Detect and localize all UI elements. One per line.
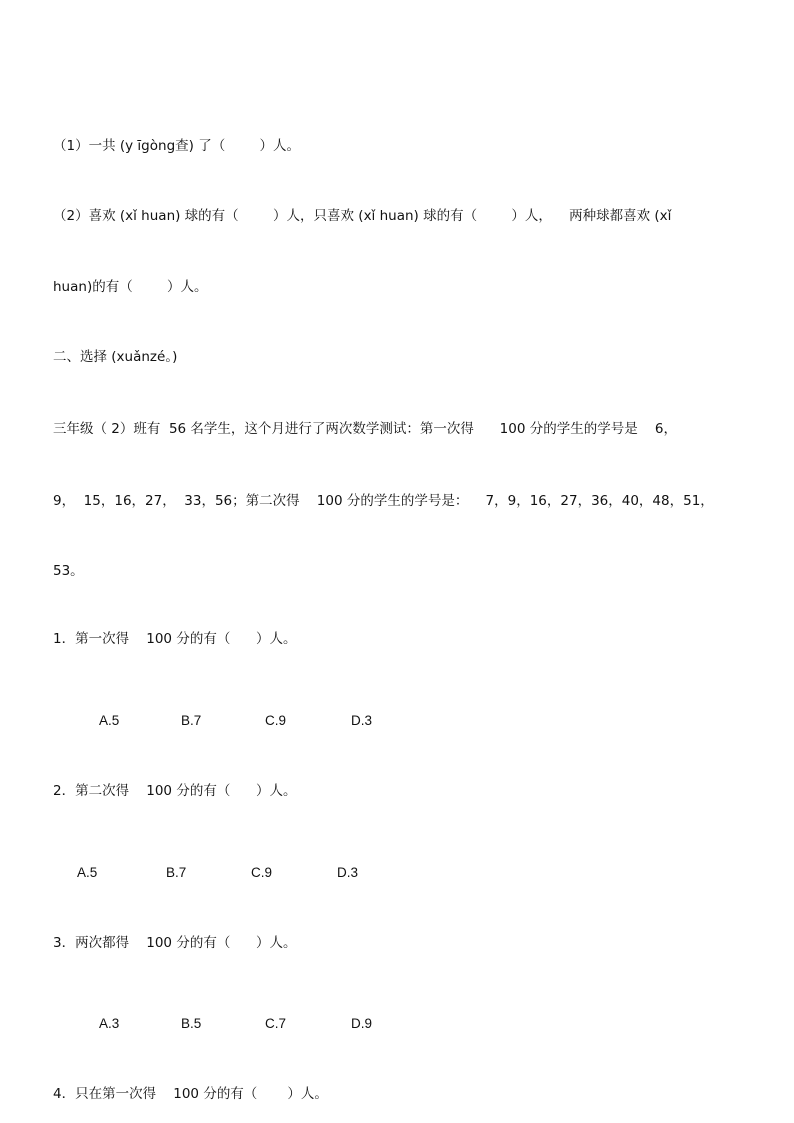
problem-text-line-1: 三年级（ 2）班有 56 名学生，这个月进行了两次数学测试：第一次得 100 分的学生的学号是 6， [53, 421, 677, 437]
option-a[interactable]: A.5 [99, 713, 120, 728]
choice-question-2: 2．第二次得 100 分的有（ ）人。 [53, 783, 297, 799]
option-c[interactable]: C.7 [265, 1016, 287, 1031]
problem-text-line-3: 53。 [53, 563, 84, 579]
option-a[interactable]: A.3 [99, 1016, 120, 1031]
choice-question-4: 4．只在第一次得 100 分的有（ ）人。 [53, 1086, 328, 1102]
option-c[interactable]: C.9 [265, 713, 287, 728]
option-a[interactable]: A.5 [77, 865, 98, 880]
option-d[interactable]: D.9 [351, 1016, 373, 1031]
choice-question-3: 3．两次都得 100 分的有（ ）人。 [53, 935, 297, 951]
option-c[interactable]: C.9 [251, 865, 273, 880]
option-b[interactable]: B.7 [181, 713, 202, 728]
option-d[interactable]: D.3 [351, 713, 373, 728]
problem-text-line-2: 9， 15，16，27， 33，56；第二次得 100 分的学生的学号是： 7，9，16，27，36，40，48，51， [53, 493, 714, 509]
section-heading-choice: 二、选择 (xuǎnzé。) [53, 349, 178, 365]
question-line-1: （1）一共 (y īgòng查) 了（ ）人。 [53, 138, 301, 154]
choice-question-1: 1．第一次得 100 分的有（ ）人。 [53, 631, 297, 647]
question-line-3: huan)的有（ ）人。 [53, 279, 208, 295]
option-b[interactable]: B.5 [181, 1016, 202, 1031]
option-b[interactable]: B.7 [166, 865, 187, 880]
question-line-2: （2）喜欢 (xǐ huan) 球的有（ ）人，只喜欢 (xǐ huan) 球的有（ ）人， 两种球都喜欢 (xǐ [53, 208, 672, 224]
option-d[interactable]: D.3 [337, 865, 359, 880]
